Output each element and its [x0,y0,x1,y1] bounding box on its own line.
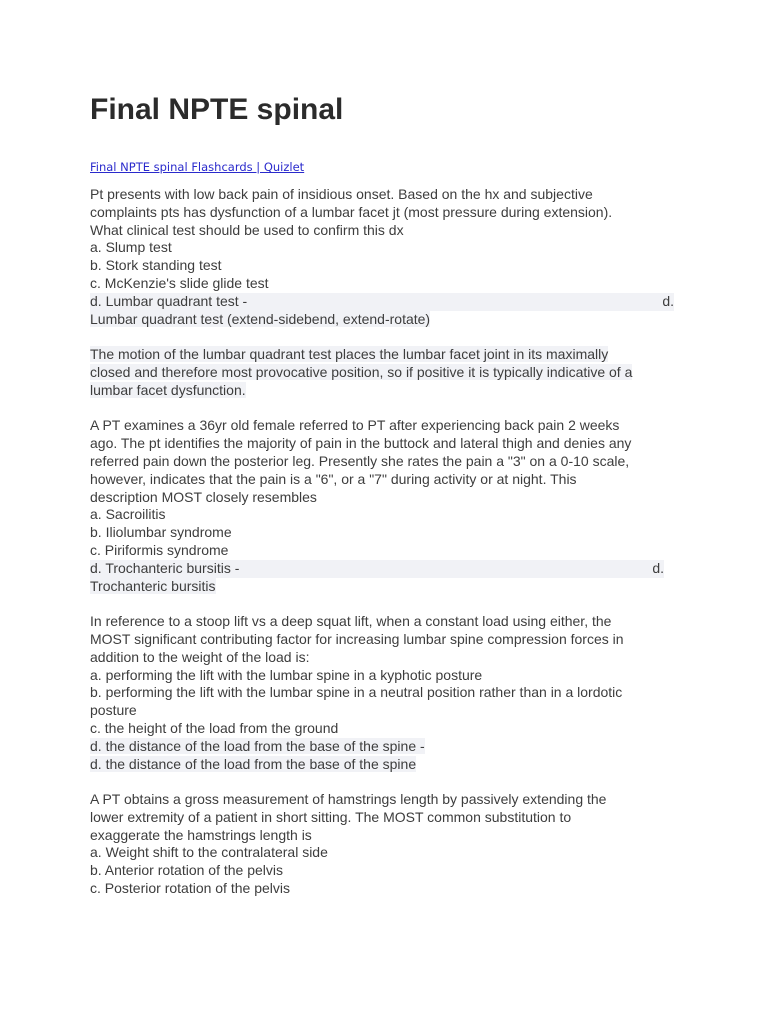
answer-option: posture [90,702,137,719]
question-stem-line: exaggerate the hamstrings length is [90,826,312,843]
question-stem-line: What clinical test should be used to confirm this dx [90,221,404,238]
question-stem-line: description MOST closely resembles [90,488,317,505]
correct-answer-label: d. Lumbar quadrant test - [90,292,248,309]
answer-option: c. Piriformis syndrome [90,541,229,558]
question-stem-line: MOST significant contributing factor for increasing lumbar spine compression forces in [90,630,624,647]
explanation-line: The motion of the lumbar quadrant test places the lumbar facet joint in its maximally [90,346,609,363]
correct-answer-text: Lumbar quadrant test (extend-sidebend, extend-rotate) [90,310,431,327]
correct-answer-text: d. the distance of the load from the base of the spine [90,755,417,772]
correct-answer-text: Trochanteric bursitis [90,577,216,594]
answer-option: b. Iliolumbar syndrome [90,524,232,541]
explanation-line: closed and therefore most provocative position, so if positive it is typically indicative of a [90,363,633,380]
question-stem-line: A PT examines a 36yr old female referred to PT after experiencing back pain 2 weeks [90,417,620,434]
correct-answer-letter: d. [662,292,674,309]
answer-option: c. Posterior rotation of the pelvis [90,880,290,897]
question-1 [90,186,674,328]
question-stem-line: however, indicates that the pain is a "6", or a "7" during activity or at night. This [90,470,577,487]
document-body [90,186,674,898]
correct-answer-label: d. Trochanteric bursitis - [90,559,240,576]
answer-option: b. Anterior rotation of the pelvis [90,862,283,879]
question-stem-line: A PT obtains a gross measurement of hamstrings length by passively extending the [90,791,607,808]
correct-answer-row [90,293,674,311]
question-stem-line: In reference to a stoop lift vs a deep squat lift, when a constant load using either, the [90,613,612,630]
quizlet-source-link[interactable]: Final NPTE spinal Flashcards | Quizlet [90,160,305,174]
question-stem-line: addition to the weight of the load is: [90,648,310,665]
answer-option: c. the height of the load from the ground [90,719,339,736]
question-stem-line: referred pain down the posterior leg. Presently she rates the pain a "3" on a 0-10 scale, [90,452,630,469]
answer-option: a. Slump test [90,239,172,256]
answer-option: a. performing the lift with the lumbar spine in a kyphotic posture [90,666,483,683]
correct-answer-label: d. the distance of the load from the base of the spine - [90,737,425,754]
answer-option: b. performing the lift with the lumbar spine in a neutral position rather than in a lordotic [90,684,623,701]
answer-option: a. Weight shift to the contralateral side [90,844,328,861]
answer-explanation [90,346,674,399]
page-title: Final NPTE spinal [90,93,344,126]
correct-answer-row [90,560,664,578]
answer-option: c. McKenzie's slide glide test [90,274,269,291]
question-stem-line: ago. The pt identifies the majority of pain in the buttock and lateral thigh and denies any [90,435,632,452]
answer-option: a. Sacroilitis [90,506,166,523]
question-stem-line: Pt presents with low back pain of insidious onset. Based on the hx and subjective [90,186,593,202]
question-stem-line: lower extremity of a patient in short sitting. The MOST common substitution to [90,808,572,825]
question-2 [90,417,674,595]
explanation-line: lumbar facet dysfunction. [90,381,246,398]
answer-option: b. Stork standing test [90,257,222,274]
question-4 [90,791,674,898]
correct-answer-letter: d. [652,559,664,576]
question-3 [90,613,674,773]
question-stem-line: complaints pts has dysfunction of a lumbar facet jt (most pressure during extension). [90,203,613,220]
